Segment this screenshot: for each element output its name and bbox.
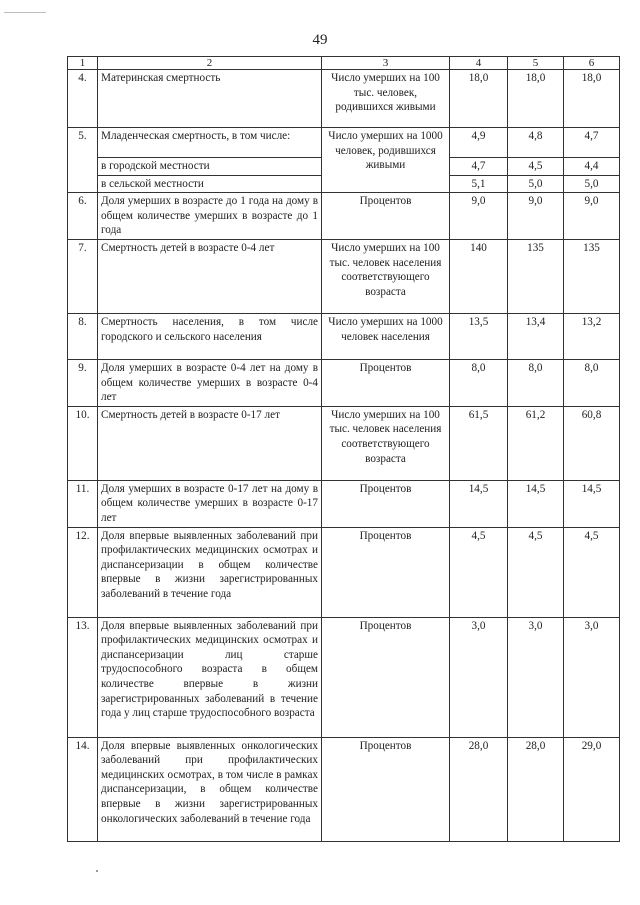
scan-speck <box>96 870 98 872</box>
row-number: 14. <box>68 737 98 841</box>
indicator-subname: в сельской местности <box>98 175 322 193</box>
value-col4: 9,0 <box>450 193 508 240</box>
value-col4: 5,1 <box>450 175 508 193</box>
value-col6: 13,2 <box>564 313 620 359</box>
row-number: 7. <box>68 239 98 313</box>
value-col5: 14,5 <box>508 480 564 527</box>
value-col6: 3,0 <box>564 617 620 737</box>
row-number: 13. <box>68 617 98 737</box>
header-cell: 2 <box>98 57 322 70</box>
row-number: 10. <box>68 406 98 480</box>
row-number: 9. <box>68 359 98 406</box>
value-col4: 3,0 <box>450 617 508 737</box>
indicator-name: Младенческая смертность, в том числе: <box>98 128 322 158</box>
indicator-name: Смертность населения, в том числе городского и сельского населения <box>98 313 322 359</box>
table-row <box>68 406 620 480</box>
value-col6: 4,5 <box>564 527 620 617</box>
indicator-name: Доля впервые выявленных заболеваний при профилактических медицинских осмотрах и диспансеризации в общем количестве впервые в жизни зарегистрированных заболеваний в течение года <box>98 527 322 617</box>
value-col4: 4,5 <box>450 527 508 617</box>
header-cell: 3 <box>322 57 450 70</box>
page-number: 49 <box>312 32 328 48</box>
unit-of-measure: Процентов <box>322 480 450 527</box>
unit-of-measure: Число умерших на 1000 человек населения <box>322 313 450 359</box>
value-col4: 61,5 <box>450 406 508 480</box>
unit-of-measure: Процентов <box>322 193 450 240</box>
row-number: 4. <box>68 70 98 128</box>
value-col6: 14,5 <box>564 480 620 527</box>
row-number: 6. <box>68 193 98 240</box>
table-row <box>68 193 620 240</box>
table-row <box>68 359 620 406</box>
value-col5: 5,0 <box>508 175 564 193</box>
table-row <box>68 239 620 313</box>
value-col5: 4,5 <box>508 158 564 176</box>
unit-of-measure: Процентов <box>322 527 450 617</box>
value-col5: 13,4 <box>508 313 564 359</box>
value-col6: 29,0 <box>564 737 620 841</box>
indicator-name: Доля впервые выявленных онкологических заболеваний при профилактических медицинских осмотрах, в том числе в рамках диспансеризации, в общем количестве впервые в жизни зарегистрированных онкологических заболеваний в течение года <box>98 737 322 841</box>
unit-of-measure: Число умерших на 100 тыс. человек населения соответствующего возраста <box>322 239 450 313</box>
indicator-name: Смертность детей в возрасте 0-17 лет <box>98 406 322 480</box>
value-col6: 8,0 <box>564 359 620 406</box>
indicators-table <box>67 56 620 842</box>
header-cell: 5 <box>508 57 564 70</box>
row-number: 11. <box>68 480 98 527</box>
value-col4: 13,5 <box>450 313 508 359</box>
table-row <box>68 128 620 158</box>
table-row <box>68 737 620 841</box>
header-cell: 6 <box>564 57 620 70</box>
value-col4: 8,0 <box>450 359 508 406</box>
indicator-name: Доля умерших в возрасте до 1 года на дому в общем количестве умерших в возрасте до 1 года <box>98 193 322 240</box>
value-col6: 9,0 <box>564 193 620 240</box>
header-cell: 1 <box>68 57 98 70</box>
table-row <box>68 617 620 737</box>
value-col4: 18,0 <box>450 70 508 128</box>
indicator-name: Доля впервые выявленных заболеваний при профилактических медицинских осмотрах и диспансеризации лиц старше трудоспособного возраста в общем количестве впервые в жизни зарегистрированных заболеваний в течение года у лиц старше трудоспособного возраста <box>98 617 322 737</box>
indicator-name: Доля умерших в возрасте 0-4 лет на дому в общем количестве умерших в возрасте 0-4 лет <box>98 359 322 406</box>
value-col5: 9,0 <box>508 193 564 240</box>
unit-of-measure: Число умерших на 100 тыс. человек, родившихся живыми <box>322 70 450 128</box>
value-col5: 61,2 <box>508 406 564 480</box>
value-col6: 135 <box>564 239 620 313</box>
indicator-name: Смертность детей в возрасте 0-4 лет <box>98 239 322 313</box>
value-col5: 18,0 <box>508 70 564 128</box>
unit-of-measure: Процентов <box>322 359 450 406</box>
value-col6: 5,0 <box>564 175 620 193</box>
indicator-subname: в городской местности <box>98 158 322 176</box>
table-row <box>68 527 620 617</box>
row-number: 12. <box>68 527 98 617</box>
value-col6: 4,4 <box>564 158 620 176</box>
value-col6: 60,8 <box>564 406 620 480</box>
table-row <box>68 480 620 527</box>
table-row <box>68 313 620 359</box>
value-col6: 18,0 <box>564 70 620 128</box>
indicator-name: Доля умерших в возрасте 0-17 лет на дому в общем количестве умерших в возрасте 0-17 лет <box>98 480 322 527</box>
unit-of-measure: Число умерших на 1000 человек, родившихся живыми <box>322 128 450 193</box>
value-col5: 8,0 <box>508 359 564 406</box>
table-row <box>68 70 620 128</box>
value-col4: 4,7 <box>450 158 508 176</box>
header-cell: 4 <box>450 57 508 70</box>
unit-of-measure: Число умерших на 100 тыс. человек населения соответствующего возраста <box>322 406 450 480</box>
value-col6: 4,7 <box>564 128 620 158</box>
unit-of-measure: Процентов <box>322 617 450 737</box>
scan-artifact-line <box>4 12 46 13</box>
row-number: 8. <box>68 313 98 359</box>
value-col4: 4,9 <box>450 128 508 158</box>
value-col4: 14,5 <box>450 480 508 527</box>
unit-of-measure: Процентов <box>322 737 450 841</box>
value-col5: 135 <box>508 239 564 313</box>
value-col4: 28,0 <box>450 737 508 841</box>
table-header-row <box>68 57 620 70</box>
value-col4: 140 <box>450 239 508 313</box>
value-col5: 3,0 <box>508 617 564 737</box>
value-col5: 4,5 <box>508 527 564 617</box>
value-col5: 28,0 <box>508 737 564 841</box>
row-number: 5. <box>68 128 98 193</box>
value-col5: 4,8 <box>508 128 564 158</box>
indicator-name: Материнская смертность <box>98 70 322 128</box>
